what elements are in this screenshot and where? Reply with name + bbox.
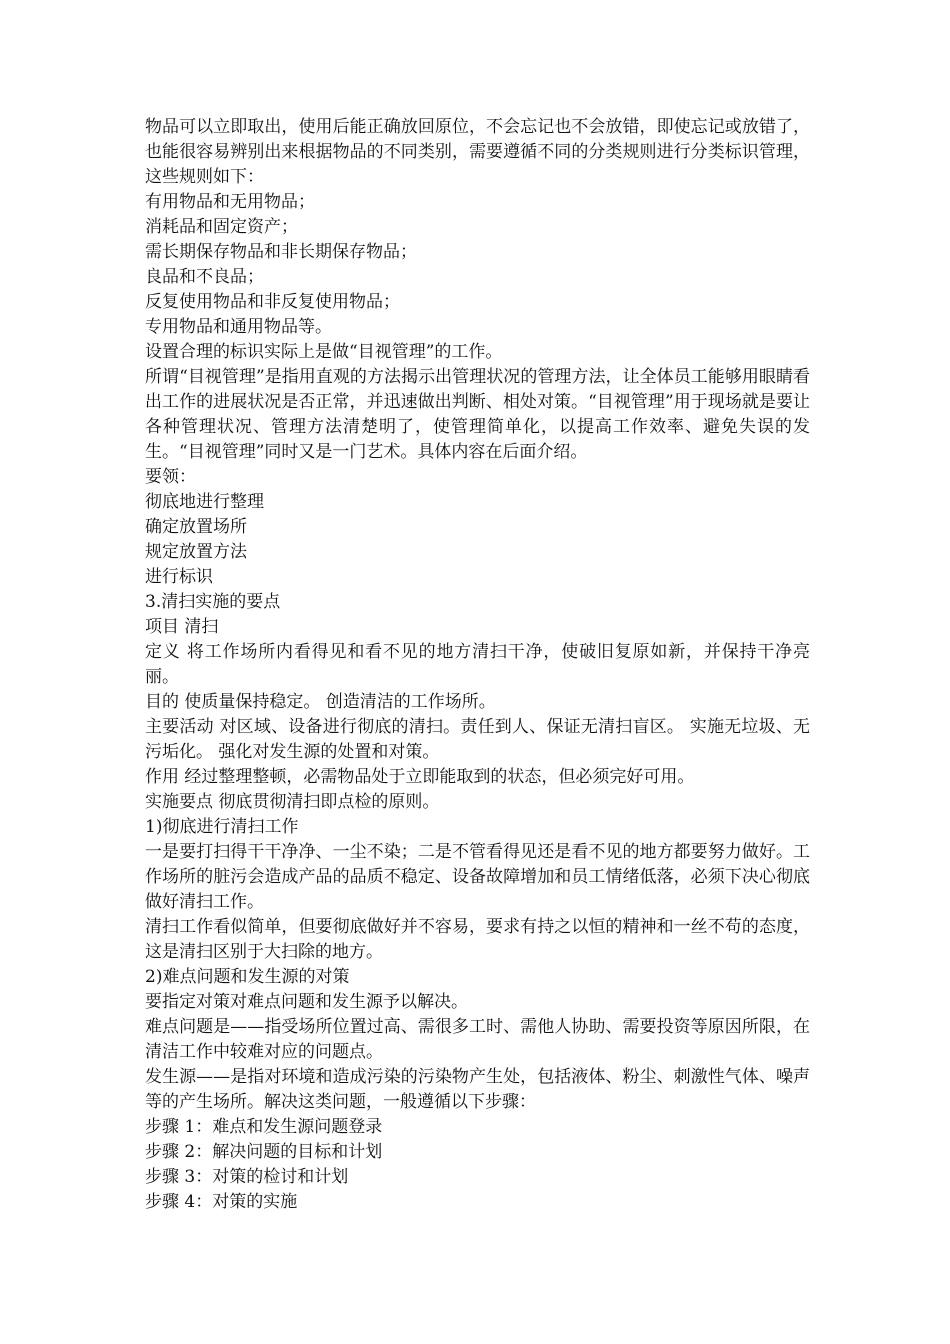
paragraph: 良品和不良品； — [145, 267, 264, 287]
paragraph: 专用物品和通用物品等。 — [145, 317, 332, 337]
paragraph: 定义 将工作场所内看得见和看不见的地方清扫干净，使破旧复原如新，并保持干净亮丽。 — [145, 642, 810, 687]
paragraph: 物品可以立即取出，使用后能正确放回原位，不会忘记也不会放错，即使忘记或放错了，也能很容易辨别出来根据物品的不同类别，需要遵循不同的分类规则进行分类标识管理，这些规则如下： — [145, 117, 810, 187]
paragraph: 规定放置方法 — [145, 542, 247, 562]
paragraph: 难点问题是——指受场所位置过高、需很多工时、需他人协助、需要投资等原因所限，在清洁工作中较难对应的问题点。 — [145, 1017, 810, 1062]
paragraph: 项目 清扫 — [145, 617, 219, 637]
paragraph: 所谓“目视管理”是指用直观的方法揭示出管理状况的管理方法，让全体员工能够用眼睛看出工作的进展状况是否正常，并迅速做出判断、相处对策。“目视管理”用于现场就是要让各种管理状况、管理方法清楚明了，使管理简单化，以提高工作效率、避免失误的发生。“目视管理”同时又是一门艺术。具体内容在后面介绍。 — [145, 367, 810, 462]
paragraph: 发生源——是指对环境和造成污染的污染物产生处，包括液体、粉尘、刺激性气体、噪声等的产生场所。解决这类问题，一般遵循以下步骤： — [145, 1067, 810, 1112]
paragraph: 彻底地进行整理 — [145, 492, 264, 512]
paragraph: 目的 使质量保持稳定。 创造清洁的工作场所。 — [145, 692, 496, 712]
subsection-heading: 2)难点问题和发生源的对策 — [145, 967, 350, 987]
paragraph: 反复使用物品和非反复使用物品； — [145, 292, 400, 312]
paragraph: 要指定对策对难点问题和发生源予以解决。 — [145, 992, 468, 1012]
paragraph: 清扫工作看似简单，但要彻底做好并不容易，要求有持之以恒的精神和一丝不苟的态度，这是清扫区别于大扫除的地方。 — [145, 917, 810, 962]
subsection-heading: 1)彻底进行清扫工作 — [145, 817, 299, 837]
step-item: 步骤 3：对策的检讨和计划 — [145, 1167, 349, 1187]
paragraph: 作用 经过整理整顿，必需物品处于立即能取到的状态，但必须完好可用。 — [145, 767, 695, 787]
paragraph: 消耗品和固定资产； — [145, 217, 298, 237]
paragraph: 实施要点 彻底贯彻清扫即点检的原则。 — [145, 792, 440, 812]
step-item: 步骤 2：解决问题的目标和计划 — [145, 1142, 383, 1162]
paragraph: 一是要打扫得干干净净、一尘不染；二是不管看得见还是看不见的地方都要努力做好。工作场所的脏污会造成产品的品质不稳定、设备故障增加和员工情绪低落，必须下决心彻底做好清扫工作。 — [145, 842, 810, 912]
section-heading: 3.清扫实施的要点 — [145, 592, 281, 612]
document-body — [145, 115, 810, 1215]
paragraph: 进行标识 — [145, 567, 213, 587]
paragraph: 主要活动 对区域、设备进行彻底的清扫。责任到人、保证无清扫盲区。 实施无垃圾、无污垢化。 强化对发生源的处置和对策。 — [145, 717, 810, 762]
step-item: 步骤 4：对策的实施 — [145, 1192, 298, 1212]
paragraph: 需长期保存物品和非长期保存物品； — [145, 242, 417, 262]
paragraph: 有用物品和无用物品； — [145, 192, 315, 212]
paragraph: 设置合理的标识实际上是做“目视管理”的工作。 — [145, 342, 503, 362]
paragraph: 要领： — [145, 467, 196, 487]
paragraph: 确定放置场所 — [145, 517, 247, 537]
step-item: 步骤 1：难点和发生源问题登录 — [145, 1117, 383, 1137]
